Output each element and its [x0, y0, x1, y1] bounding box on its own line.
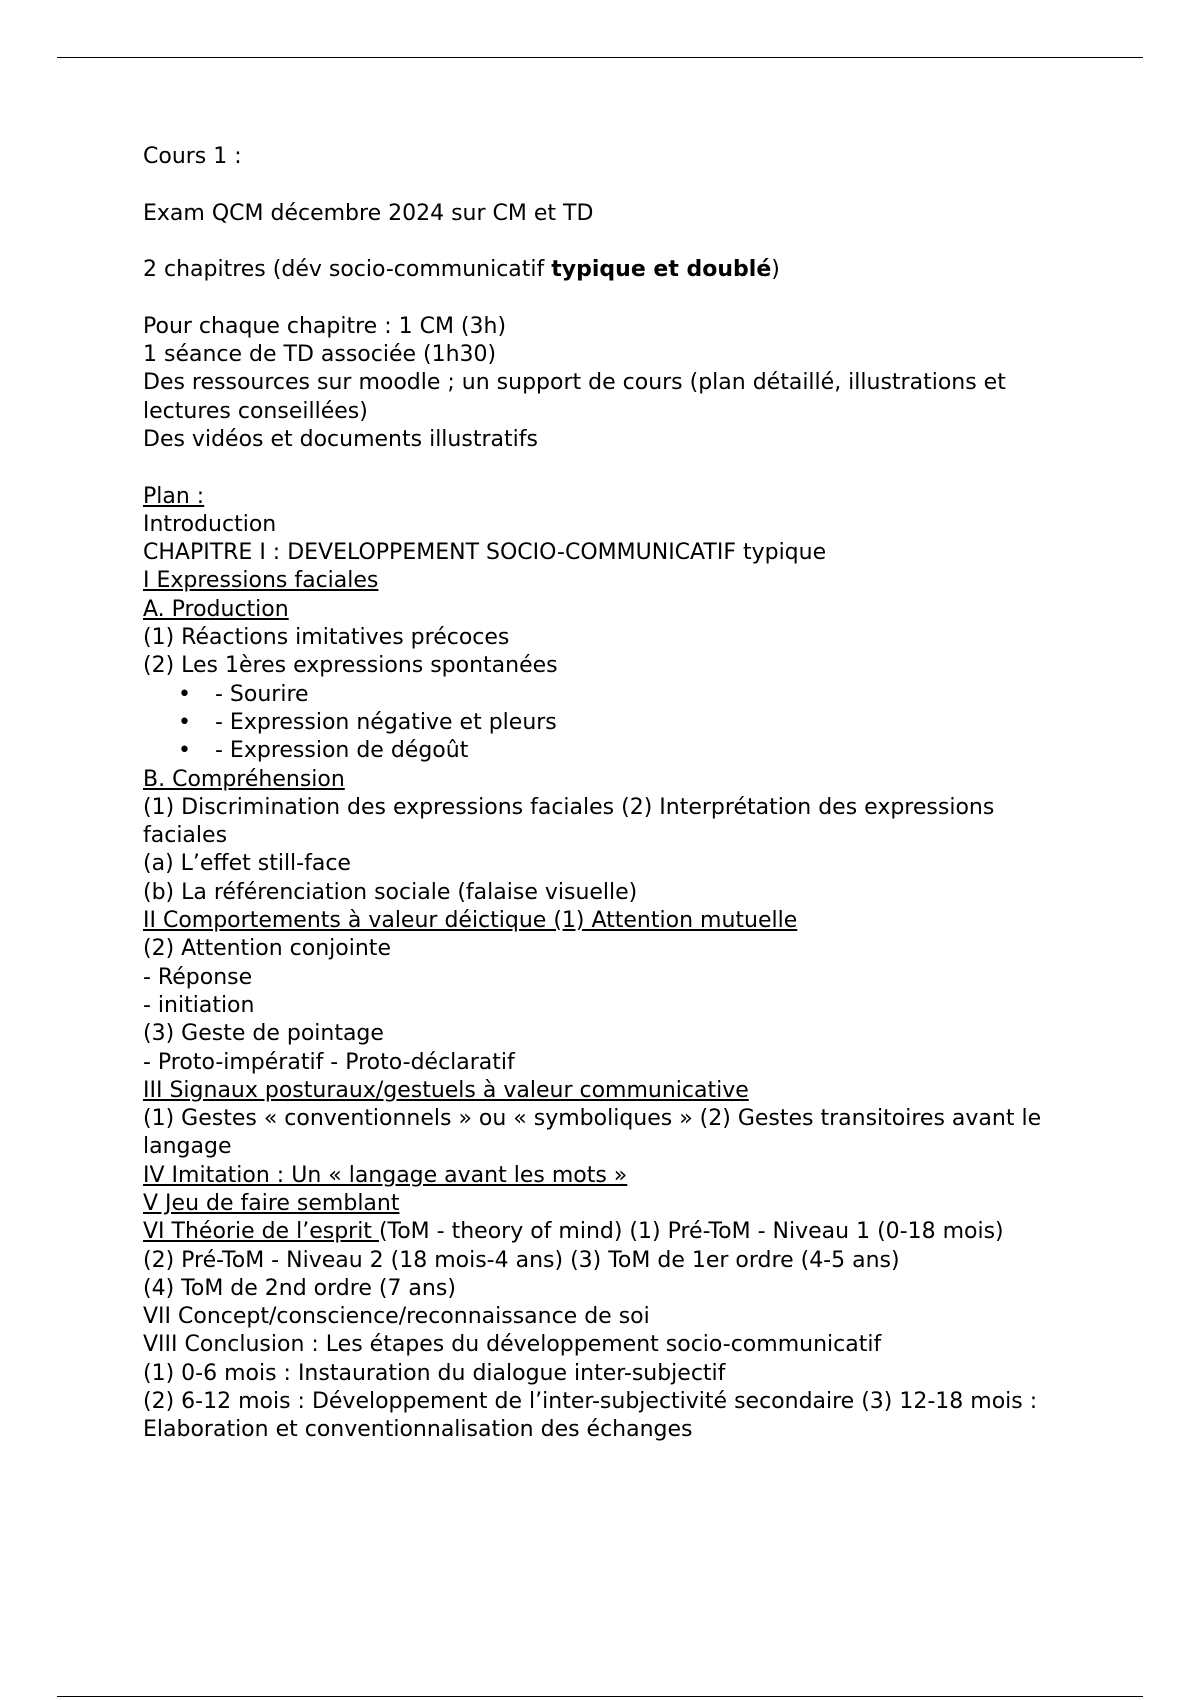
bullet-item: • - Expression de dégoût: [143, 737, 1063, 765]
plan-item: (1) Réactions imitatives précoces: [143, 625, 510, 651]
section-heading: I Expressions faciales: [143, 568, 379, 594]
plan-heading: Plan :: [143, 483, 205, 509]
plan-item: (1) Discrimination des expressions faciales (2) Interprétation des expressions faciales: [143, 794, 995, 849]
subsection-heading: B. Compréhension: [143, 766, 345, 792]
organisation-line: Pour chaque chapitre : 1 CM (3h): [143, 313, 507, 339]
section-7: VII Concept/conscience/reconnaissance de soi: [143, 1304, 650, 1330]
plan-item: (a) L’effet still-face: [143, 851, 351, 877]
section-heading: V Jeu de faire semblant: [143, 1190, 400, 1216]
organisation-line: Des vidéos et documents illustratifs: [143, 426, 538, 452]
plan-item: - Proto-impératif - Proto-déclaratif: [143, 1049, 515, 1075]
bottom-rule: [57, 1696, 1143, 1697]
plan-item: (2) Pré-ToM - Niveau 2 (18 mois-4 ans) (3) ToM de 1er ordre (4-5 ans): [143, 1247, 900, 1273]
plan-item: (3) Geste de pointage: [143, 1021, 384, 1047]
bullet-list: [143, 681, 1063, 766]
section-6-rest: (ToM - theory of mind) (1) Pré-ToM - Niveau 1 (0-18 mois): [378, 1219, 1004, 1245]
top-rule: [57, 57, 1143, 58]
plan-item: (b) La référenciation sociale (falaise visuelle): [143, 879, 638, 905]
plan-item: - Réponse: [143, 964, 253, 990]
section-8: VIII Conclusion : Les étapes du développement socio-communicatif: [143, 1332, 882, 1358]
chapters-line: [143, 256, 1063, 284]
plan-item: (2) Attention conjointe: [143, 936, 391, 962]
plan-item: (2) 6-12 mois : Développement de l’inter-subjectivité secondaire (3) 12-18 mois : Elaboration et conventionnalisation des échanges: [143, 1389, 1038, 1443]
plan-item: (1) 0-6 mois : Instauration du dialogue inter-subjectif: [143, 1360, 726, 1386]
section-heading: IV Imitation : Un « langage avant les mots »: [143, 1162, 628, 1188]
plan-item: (2) Les 1ères expressions spontanées: [143, 653, 558, 679]
plan-introduction: Introduction: [143, 511, 277, 537]
plan-item: - initiation: [143, 992, 255, 1018]
bullet-item: • - Expression négative et pleurs: [143, 709, 1063, 737]
chapters-suffix: ): [771, 257, 780, 283]
exam-info: Exam QCM décembre 2024 sur CM et TD: [143, 200, 594, 226]
course-title: Cours 1 :: [143, 144, 242, 169]
organisation-line: Des ressources sur moodle ; un support de cours (plan détaillé, illustrations et lectures conseillées): [143, 370, 1006, 424]
chapters-bold: typique et doublé: [551, 257, 772, 283]
organisation-line: 1 séance de TD associée (1h30): [143, 342, 497, 368]
plan-item: (4) ToM de 2nd ordre (7 ans): [143, 1275, 456, 1301]
chapters-prefix: 2 chapitres (dév socio-communicatif: [143, 257, 552, 283]
document-body: [143, 143, 1063, 1445]
subsection-heading: A. Production: [143, 596, 289, 622]
bullet-item: • - Sourire: [143, 681, 1063, 709]
section-heading: II Comportements à valeur déictique (1) Attention mutuelle: [143, 908, 798, 934]
section-heading: VI Théorie de l’esprit: [143, 1219, 379, 1245]
chapter-1-title: CHAPITRE I : DEVELOPPEMENT SOCIO-COMMUNICATIF typique: [143, 540, 827, 566]
plan-item: (1) Gestes « conventionnels » ou « symboliques » (2) Gestes transitoires avant le langage: [143, 1106, 1042, 1160]
section-heading: III Signaux posturaux/gestuels à valeur communicative: [143, 1077, 749, 1103]
section-6-line: [143, 1218, 1063, 1246]
